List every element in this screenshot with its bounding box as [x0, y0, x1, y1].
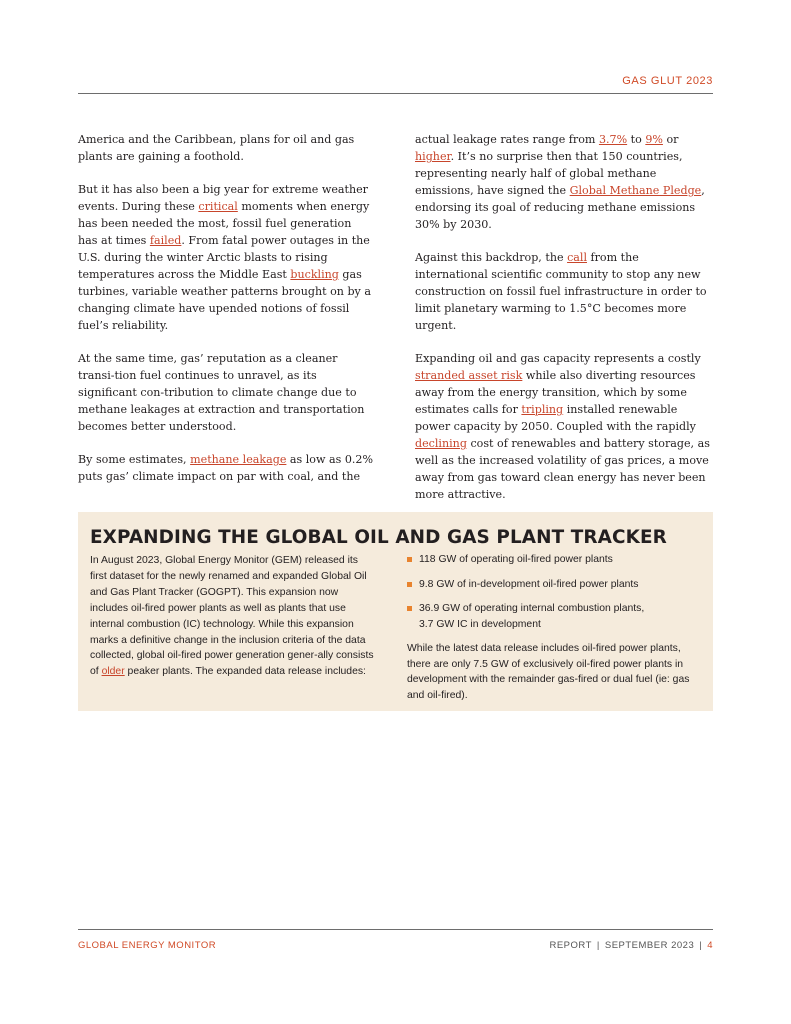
- text: installed renewable power capacity by 2050. Coupled with the rapidly: [415, 403, 696, 433]
- paragraph: [415, 131, 715, 233]
- footer-divider: [78, 929, 713, 930]
- square-bullet-icon: [407, 582, 412, 587]
- link-critical[interactable]: critical: [198, 200, 238, 213]
- tracker-callout-box: [78, 512, 713, 711]
- link-methane-leakage[interactable]: methane leakage: [190, 453, 287, 466]
- text: or: [662, 133, 679, 146]
- link-9-percent[interactable]: 9%: [645, 133, 663, 146]
- text: . It’s no surprise then that 150 countries, representing nearly half of global methane emissions, have signed the: [415, 150, 683, 197]
- footer-meta: [549, 940, 713, 951]
- paragraph: [78, 350, 374, 435]
- paragraph: [78, 451, 374, 485]
- footer-date: SEPTEMBER 2023: [604, 940, 695, 951]
- footer-organization: GLOBAL ENERGY MONITOR: [78, 940, 217, 951]
- paragraph: [415, 249, 715, 334]
- link-higher[interactable]: higher: [415, 150, 451, 163]
- text: , endorsing its goal of reducing methane emissions 30% by 2030.: [415, 184, 705, 231]
- list-item: [407, 552, 707, 568]
- bullet-text: 9.8 GW of in-development oil-fired power plants: [419, 578, 639, 590]
- text: . From fatal power outages in the U.S. during the winter Arctic blasts to rising temperatures across the Middle East: [78, 234, 370, 281]
- text: from the international scientific community to stop any new construction on fossil fuel infrastructure in order to limit planetary warming to 1.5°C becomes more urgent.: [415, 251, 707, 332]
- text: At the same time, gas’ reputation as a cleaner transi-tion fuel continues to unravel, as its significant con-tribution to climate change due to methane leakages at extraction and transportation becomes better understood.: [78, 352, 365, 433]
- text: to: [627, 133, 646, 146]
- text: cost of renewables and battery storage, as well as the increased volatility of gas prices, a move away from gas toward clean energy has never been more attractive.: [415, 437, 710, 501]
- link-buckling[interactable]: buckling: [290, 268, 339, 281]
- bullet-list: [407, 552, 707, 632]
- callout-title: EXPANDING THE GLOBAL OIL AND GAS PLANT TRACKER: [90, 527, 667, 548]
- left-text-column: [78, 131, 374, 501]
- right-text-column: [415, 131, 715, 519]
- text: In August 2023, Global Energy Monitor (GEM) released its first dataset for the newly renamed and expanded Global Oil and Gas Plant Tracker (GOGPT). This expansion now includes oil-fired power plants as well as plants that use internal combustion (IC) technology. While this expansion marks a definitive change in the inclusion criteria of the data collected, global oil-fired power generation gener-ally consists of: [90, 555, 374, 678]
- text: gas turbines, variable weather patterns brought on by a changing climate have upended notions of fossil fuel’s reliability.: [78, 268, 371, 332]
- text: But it has also been a big year for extreme weather events. During these: [78, 183, 368, 213]
- bullet-text: 118 GW of operating oil-fired power plants: [419, 554, 613, 565]
- bullet-text: 36.9 GW of operating internal combustion plants, 3.7 GW IC in development: [419, 603, 645, 630]
- text: as low as 0.2% puts gas’ climate impact on par with coal, and the: [78, 453, 374, 483]
- link-failed[interactable]: failed: [149, 234, 182, 247]
- callout-intro: [90, 553, 374, 680]
- list-item: [407, 577, 707, 593]
- callout-note: While the latest data release includes oil-fired power plants, there are only 7.5 GW of exclusively oil-fired power plants in development with the remainder gas-fired or dual fuel (ie: gas and oil-fired).: [407, 643, 690, 701]
- text: Against this backdrop, the: [415, 251, 568, 264]
- text: while also diverting resources away from the energy transition, which by some estimates calls for: [415, 369, 696, 416]
- text: By some estimates,: [78, 453, 191, 466]
- link-stranded-asset-risk[interactable]: stranded asset risk: [415, 369, 523, 382]
- square-bullet-icon: [407, 557, 412, 562]
- callout-details: [407, 552, 707, 703]
- text: moments when energy has been needed the most, fossil fuel generation has at times: [78, 200, 370, 247]
- list-item: [407, 601, 707, 632]
- text: actual leakage rates range from: [415, 133, 599, 146]
- footer-report: REPORT: [549, 940, 592, 951]
- paragraph: [415, 350, 715, 503]
- running-header: GAS GLUT 2023: [622, 75, 713, 87]
- paragraph: [78, 181, 374, 334]
- page-number: 4: [707, 940, 713, 951]
- header-divider: [78, 93, 713, 94]
- footer-separator: |: [596, 940, 600, 951]
- square-bullet-icon: [407, 606, 412, 611]
- link-declining[interactable]: declining: [415, 437, 467, 450]
- link-older[interactable]: older: [101, 666, 125, 678]
- footer-separator: |: [699, 940, 703, 951]
- text: peaker plants. The expanded data release includes:: [124, 666, 366, 678]
- paragraph: [78, 131, 374, 165]
- link-global-methane-pledge[interactable]: Global Methane Pledge: [569, 184, 702, 197]
- link-call[interactable]: call: [567, 251, 587, 264]
- link-3-7-percent[interactable]: 3.7%: [598, 133, 628, 146]
- text: Expanding oil and gas capacity represents a costly: [415, 352, 701, 365]
- link-tripling[interactable]: tripling: [521, 403, 564, 416]
- text: America and the Caribbean, plans for oil and gas plants are gaining a foothold.: [78, 133, 355, 163]
